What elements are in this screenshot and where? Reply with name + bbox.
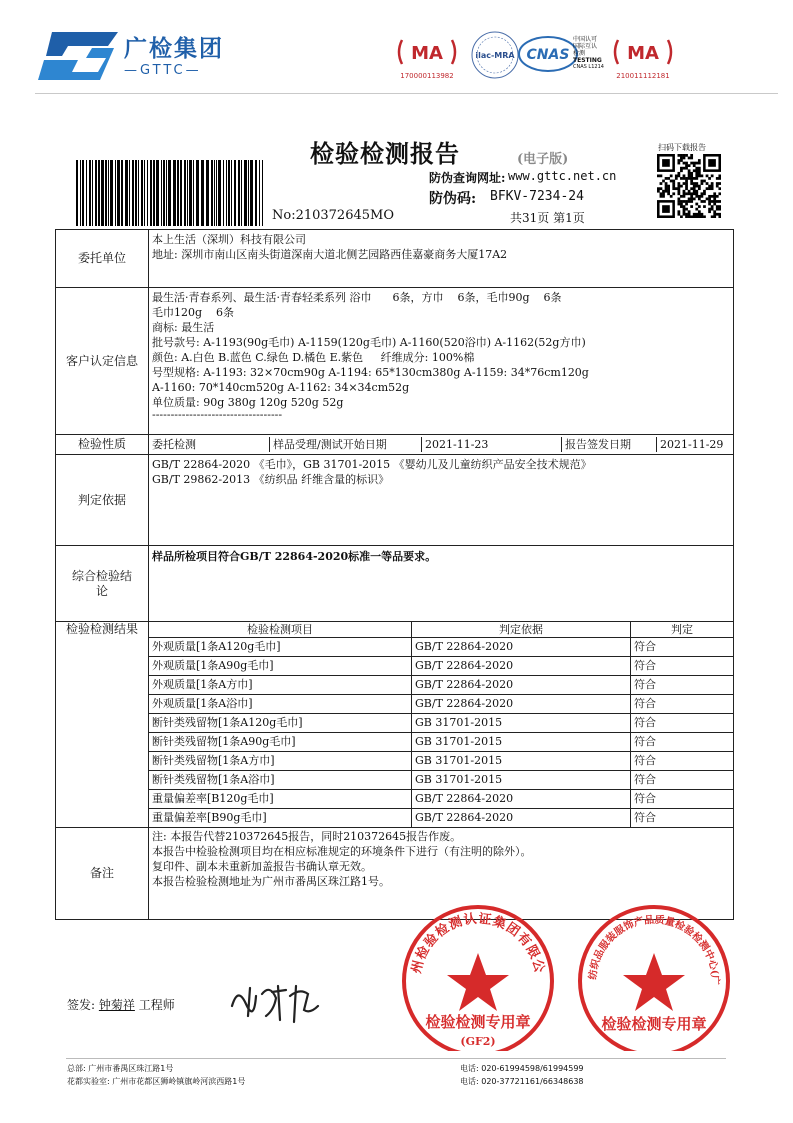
result-basis: GB/T 22864-2020 xyxy=(412,676,631,695)
basis-line: GB/T 22864-2020 《毛巾》，GB 31701-2015 《婴幼儿及儿童纺织产品安全技术规范》 xyxy=(152,458,592,471)
report-title: 检验检测报告 xyxy=(310,139,460,168)
nature-label: 检验性质 xyxy=(56,435,149,455)
result-item: 重量偏差率[B90g毛巾] xyxy=(149,809,412,828)
note-line: 复印件、副本未重新加盖报告书确认章无效。 xyxy=(152,860,372,873)
result-item: 外观质量[1条A120g毛巾] xyxy=(149,638,412,657)
svg-text:CNAS: CNAS xyxy=(526,47,570,63)
issue-date-label: 报告签发日期 xyxy=(562,437,657,452)
result-item: 重量偏差率[B120g毛巾] xyxy=(149,790,412,809)
signer-name: 钟菊祥 xyxy=(98,998,135,1012)
result-verdict: 符合 xyxy=(631,752,734,771)
sample-info xyxy=(149,288,734,435)
svg-text:检验检测专用章: 检验检测专用章 xyxy=(425,1013,531,1031)
svg-text:广州检验检测认证集团有限公司: 州检验检测认证集团有限公 xyxy=(409,911,547,976)
sample-line: 批号款号: A-1193(90g毛巾) A-1159(120g毛巾) A-1160(520浴巾) A-1162(52g方巾) xyxy=(152,336,586,349)
cma-mark-right xyxy=(612,36,674,78)
result-verdict: 符合 xyxy=(631,714,734,733)
table-row xyxy=(149,771,733,790)
signature-line xyxy=(67,996,175,1013)
svg-text:国家纺织品服装服饰产品质量检验检测中心(广州): 纺织品服装服饰产品质量检验检测中心(广 xyxy=(587,914,721,986)
svg-text:MA: MA xyxy=(627,43,659,64)
table-row xyxy=(149,638,733,657)
cma-number-right: 210011112181 xyxy=(616,72,670,80)
table-row xyxy=(149,809,733,828)
anti-fake-label: 防伪码: xyxy=(429,191,477,207)
results-header-item: 检验检测项目 xyxy=(149,622,412,638)
result-verdict: 符合 xyxy=(631,733,734,752)
result-item: 外观质量[1条A方巾] xyxy=(149,676,412,695)
sample-line: 号型规格: A-1193: 32×70cm90g A-1194: 65*130cm380g A-1159: 34*76cm120g xyxy=(152,366,589,379)
client-address: 地址: 深圳市南山区南头街道深南大道北侧艺园路西佳嘉豪商务大厦17A2 xyxy=(152,248,508,261)
result-basis: GB 31701-2015 xyxy=(412,771,631,790)
result-verdict: 符合 xyxy=(631,676,734,695)
basis-label: 判定依据 xyxy=(56,455,149,546)
result-basis: GB 31701-2015 xyxy=(412,733,631,752)
cma-number-left: 170000113982 xyxy=(400,72,454,80)
result-basis: GB 31701-2015 xyxy=(412,714,631,733)
note-line: 本报告检验检测地址为广州市番禺区珠江路1号。 xyxy=(152,875,390,888)
result-verdict: 符合 xyxy=(631,695,734,714)
company-name: 广检集团 xyxy=(124,36,224,62)
results-header-basis: 判定依据 xyxy=(412,622,631,638)
footer-tel-1: 电话: 020-61994598/61994599 xyxy=(460,1064,584,1073)
sample-line: 颜色: A.白色 B.蓝色 C.绿色 D.橘色 E.紫色 纤维成分: 100%棉 xyxy=(152,351,475,364)
result-verdict: 符合 xyxy=(631,657,734,676)
header-divider xyxy=(35,93,778,94)
svg-text:(GF2): (GF2) xyxy=(460,1035,496,1048)
svg-text:MA: MA xyxy=(411,43,443,64)
result-verdict: 符合 xyxy=(634,811,656,824)
svg-text:检验检测专用章: 检验检测专用章 xyxy=(601,1015,707,1033)
report-number: No:210372645MO xyxy=(272,208,394,223)
results-header-verdict: 判定 xyxy=(631,622,734,638)
footer-divider xyxy=(66,1058,726,1059)
sample-line: ----------------------------------- xyxy=(152,408,283,421)
inspection-seal-right xyxy=(574,903,734,1051)
conclusion-text: 样品所检项目符合GB/T 22864-2020标准一等品要求。 xyxy=(149,546,734,622)
report-table xyxy=(55,229,734,920)
result-item: 断针类残留物[1条A方巾] xyxy=(149,752,412,771)
edition-label: (电子版) xyxy=(517,152,569,167)
svg-text:ilac-MRA: ilac-MRA xyxy=(475,51,515,60)
query-label: 防伪查询网址: xyxy=(429,171,506,185)
result-verdict: 符合 xyxy=(631,638,734,657)
query-url[interactable]: www.gttc.net.cn xyxy=(508,169,617,183)
received-date-label: 样品受理/测试开始日期 xyxy=(270,437,422,452)
table-row xyxy=(149,790,733,809)
result-verdict: 符合 xyxy=(631,771,734,790)
client-label: 委托单位 xyxy=(56,230,149,288)
sign-label: 签发: xyxy=(67,998,96,1012)
received-date: 2021-11-23 xyxy=(422,437,562,452)
result-basis: GB/T 22864-2020 xyxy=(412,638,631,657)
barcode xyxy=(76,160,266,226)
sample-info-label: 客户认定信息 xyxy=(56,288,149,435)
sample-line: A-1160: 70*140cm520g A-1162: 34×34cm52g xyxy=(152,381,410,394)
nature-value: 委托检测 xyxy=(149,437,270,452)
note-line: 本报告中检验检测项目均在相应标准规定的环境条件下进行（有注明的除外）。 xyxy=(152,845,532,858)
result-basis: GB 31701-2015 xyxy=(412,752,631,771)
handwritten-signature xyxy=(226,976,326,1026)
inspection-seal-left xyxy=(398,903,558,1051)
client-name: 本上生活（深圳）科技有限公司 xyxy=(152,233,306,246)
sample-line: 单位质量: 90g 380g 120g 520g 52g xyxy=(152,396,344,409)
table-row xyxy=(149,752,733,771)
qr-code[interactable] xyxy=(657,154,721,218)
result-item: 外观质量[1条A90g毛巾] xyxy=(149,657,412,676)
footer-lab-address: 花都实验室: 广州市花都区狮岭镇旗岭河滨西路1号 xyxy=(67,1077,246,1086)
sample-line: 商标: 最生活 xyxy=(152,321,215,334)
conclusion-label: 综合检验结论 xyxy=(56,546,149,622)
notes-label: 备注 xyxy=(56,828,149,920)
result-item: 断针类残留物[1条A120g毛巾] xyxy=(149,714,412,733)
result-item: 断针类残留物[1条A90g毛巾] xyxy=(149,733,412,752)
ilac-mra-logo xyxy=(470,30,520,80)
result-item: 断针类残留物[1条A浴巾] xyxy=(149,771,412,790)
company-abbrev: —GTTC— xyxy=(124,63,202,78)
table-row xyxy=(149,733,733,752)
result-basis: GB/T 22864-2020 xyxy=(412,657,631,676)
signer-title: 工程师 xyxy=(138,998,175,1012)
results-table xyxy=(149,622,733,827)
note-line: 注: 本报告代替210372645报告，同时210372645报告作废。 xyxy=(152,830,462,843)
page-counter: 共31页 第1页 xyxy=(510,211,585,225)
result-basis: GB/T 22864-2020 xyxy=(412,790,631,809)
table-row xyxy=(149,676,733,695)
result-basis: GB/T 22864-2020 xyxy=(412,809,631,828)
issue-date: 2021-11-29 xyxy=(660,438,724,451)
sample-line: 毛巾120g 6条 xyxy=(152,306,235,319)
anti-fake-code: BFKV-7234-24 xyxy=(490,189,584,204)
results-label: 检验检测结果 xyxy=(56,622,149,828)
cnas-logo xyxy=(517,34,579,74)
sample-line: 最生活·青春系列、最生活·青春轻柔系列 浴巾 6条，方巾 6条，毛巾90g 6条 xyxy=(152,291,562,304)
basis-line: GB/T 29862-2013 《纺织品 纤维含量的标识》 xyxy=(152,473,390,486)
footer-tel-2: 电话: 020-37721161/66348638 xyxy=(460,1077,584,1086)
table-row xyxy=(149,695,733,714)
result-verdict: 符合 xyxy=(631,790,734,809)
table-row xyxy=(149,714,733,733)
table-row xyxy=(149,657,733,676)
gttc-logo-icon xyxy=(38,28,118,84)
cnas-cert-text: 中国认可 国际互认 检测 TESTING CNAS L1214 xyxy=(573,36,604,70)
result-basis: GB/T 22864-2020 xyxy=(412,695,631,714)
result-item: 外观质量[1条A浴巾] xyxy=(149,695,412,714)
cma-mark-left xyxy=(396,36,458,78)
footer-hq-address: 总部: 广州市番禺区珠江路1号 xyxy=(67,1064,174,1073)
qr-caption: 扫码下载报告 xyxy=(658,143,706,152)
